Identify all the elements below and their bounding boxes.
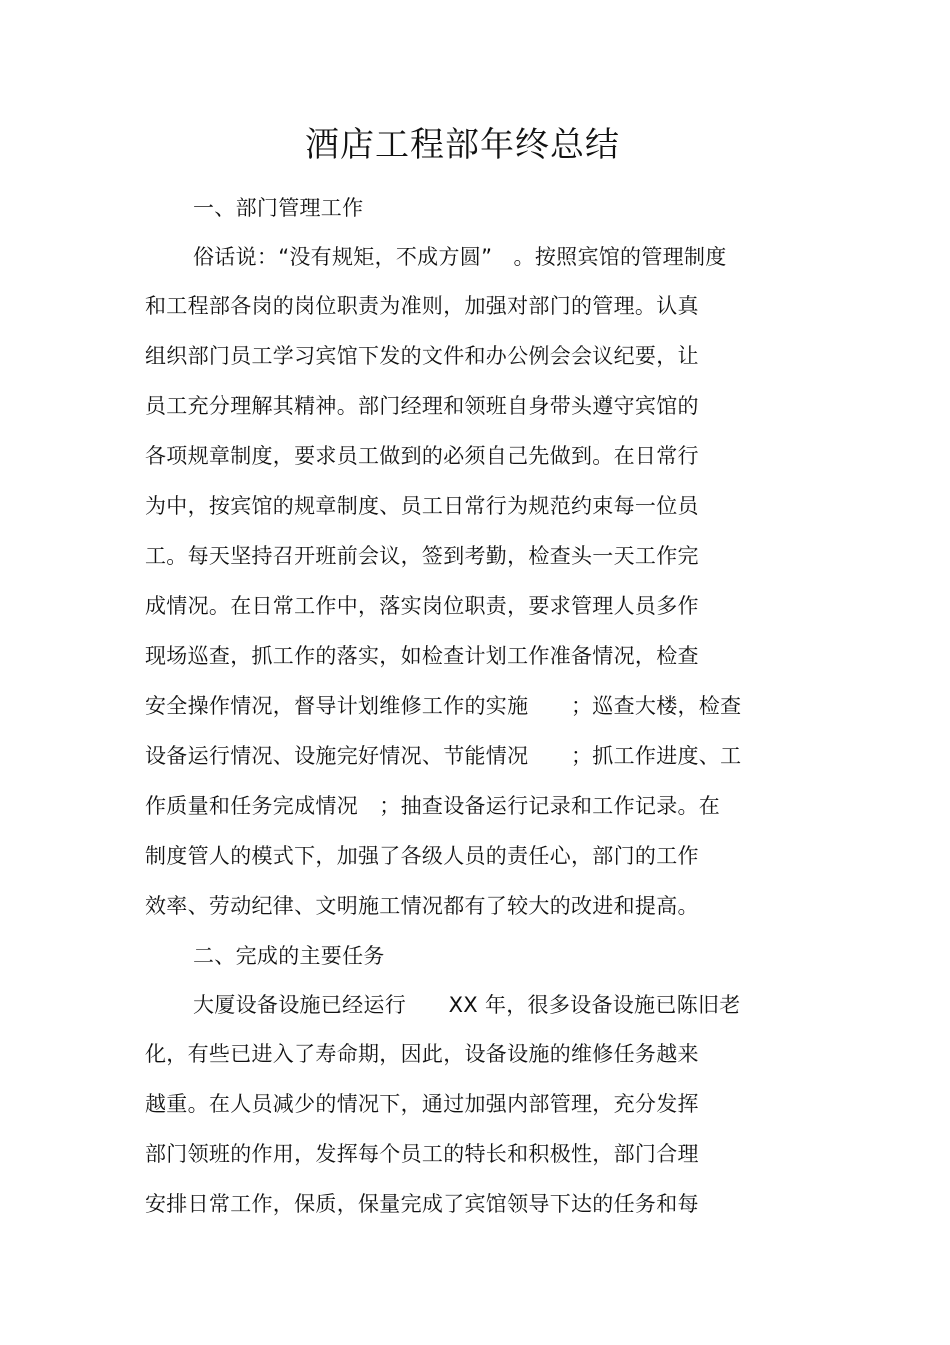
paragraph-line: 成情况。在日常工作中，落实岗位职责，要求管理人员多作 <box>145 594 699 618</box>
paragraph-line: 化，有些已进入了寿命期，因此，设备设施的维修任务越来 <box>145 1042 699 1066</box>
paragraph-line: 部门领班的作用，发挥每个员工的特长和积极性，部门合理 <box>145 1142 699 1166</box>
section-heading-2: 二、完成的主要任务 <box>193 944 385 968</box>
paragraph-line: 效率、劳动纪律、文明施工情况都有了较大的改进和提高。 <box>145 894 699 918</box>
paragraph-line: 工。每天坚持召开班前会议，签到考勤，检查头一天工作完 <box>145 544 699 568</box>
paragraph-line: 俗话说：“没有规矩，不成方圆” 。按照宾馆的管理制度 <box>193 245 727 269</box>
paragraph-line: 作质量和任务完成情况 ；抽查设备运行记录和工作记录。在 <box>145 794 721 818</box>
paragraph-line: 员工充分理解其精神。部门经理和领班自身带头遵守宾馆的 <box>145 394 699 418</box>
section-heading-1: 一、部门管理工作 <box>193 196 364 220</box>
paragraph-line: 设备运行情况、设施完好情况、节能情况 ；抓工作进度、工 <box>145 744 742 768</box>
paragraph-line: 安全操作情况，督导计划维修工作的实施 ；巡查大楼，检查 <box>145 694 742 718</box>
paragraph-line: 安排日常工作，保质，保量完成了宾馆领导下达的任务和每 <box>145 1192 699 1216</box>
paragraph-line: 组织部门员工学习宾馆下发的文件和办公例会会议纪要，让 <box>145 344 699 368</box>
paragraph-line: 现场巡查，抓工作的落实，如检查计划工作准备情况，检查 <box>145 644 699 668</box>
paragraph-line: 和工程部各岗的岗位职责为准则，加强对部门的管理。认真 <box>145 294 699 318</box>
paragraph-line: 制度管人的模式下，加强了各级人员的责任心，部门的工作 <box>145 844 699 868</box>
paragraph-line: 越重。在人员减少的情况下，通过加强内部管理，充分发挥 <box>145 1092 699 1116</box>
paragraph-line: 为中，按宾馆的规章制度、员工日常行为规范约束每一位员 <box>145 494 699 518</box>
paragraph-line: 各项规章制度，要求员工做到的必须自己先做到。在日常行 <box>145 444 699 468</box>
paragraph-line: 大厦设备设施已经运行 XX 年，很多设备设施已陈旧老 <box>193 993 741 1017</box>
document-title: 酒店工程部年终总结 <box>305 125 620 165</box>
